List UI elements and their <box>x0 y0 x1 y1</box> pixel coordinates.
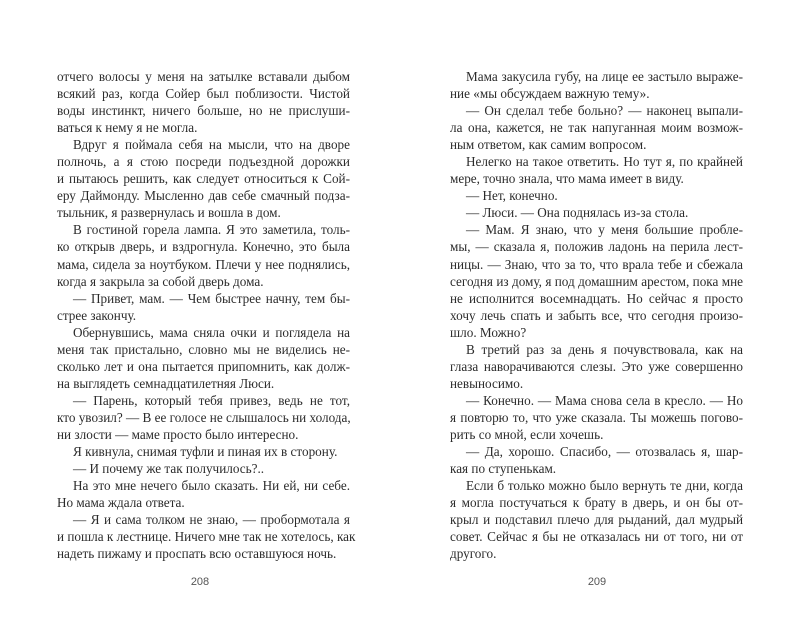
right-page <box>400 0 800 640</box>
text-line: Я кивнула, снимая туфли и пиная их в сторону. <box>73 444 338 460</box>
text-line: невыносимо. <box>450 375 524 391</box>
text-line: отчего волосы у меня на затылке вставали дыбом <box>57 69 350 84</box>
text-line: я повторю то, что уже сказала. Ты можешь погово- <box>450 409 743 425</box>
text-line: В третий раз за день я почувствовала, как на <box>466 341 743 357</box>
text-line: В гостиной горела лампа. Я это заметила, толь- <box>73 222 350 238</box>
text-line: шло. Можно? <box>450 324 527 340</box>
text-line: ным ответом, как самим вопросом. <box>450 137 647 153</box>
text-line: надеть пижаму и проспать всю оставшуюся ночь. <box>57 546 337 562</box>
text-line: — Парень, который тебя привез, ведь не тот, <box>73 392 350 408</box>
text-line: всякий раз, когда Сойер был поблизости. Чистой <box>57 86 350 102</box>
text-line: ницы. — Знаю, что за то, что врала тебе и сбежала <box>450 256 743 272</box>
text-line: Но мама ждала ответа. <box>57 495 185 511</box>
text-line: — Нет, конечно. <box>466 188 558 204</box>
text-line: мы, — сказала я, положив ладонь на перила лест- <box>450 239 743 255</box>
text-line: На это мне нечего было сказать. Ни ей, ни себе. <box>73 478 350 494</box>
left-page-number: 208 <box>190 576 210 588</box>
text-line: крыл и подставил плечо для рыданий, дал мудрый <box>450 512 743 528</box>
text-line: — Я и сама толком не знаю, — пробормотала я <box>73 512 350 528</box>
text-line: — Он сделал тебе больно? — наконец выпали- <box>466 103 743 119</box>
text-line: меня так пристально, словно мы не виделись не- <box>57 341 350 357</box>
text-line: Обернувшись, мама сняла очки и поглядела на <box>73 324 350 340</box>
text-line: — Мам. Я знаю, что у меня большие пробле- <box>466 222 743 238</box>
text-line: совет. Сейчас я бы не отказалась ни от того, ни от <box>450 529 743 545</box>
text-line: — И почему же так получилось?.. <box>73 461 265 477</box>
text-line: тыльник, я развернулась и вошла в дом. <box>57 205 281 221</box>
text-line: глаза наворачиваются слезы. Это уже совершенно <box>450 358 743 374</box>
text-line: и пытаюсь решить, как следует относиться к Сой- <box>57 171 350 187</box>
text-line: ваться к нему я не могла. <box>57 120 198 136</box>
text-line: ни злости — маме просто было интересно. <box>57 426 299 442</box>
text-line: — Конечно. — Мама снова села в кресло. — Но <box>466 392 743 408</box>
text-line: ко открыв дверь, и вздрогнула. Конечно, это была <box>57 239 350 255</box>
text-line: полночь, а я стою посреди подъездной дорожки <box>57 154 350 170</box>
text-line: мере, точно знала, что мама имеет в виду. <box>450 171 684 187</box>
right-page-text <box>450 68 743 562</box>
right-page-number: 209 <box>587 576 607 588</box>
text-line: Нелегко на такое ответить. Но тут я, по крайней <box>466 154 743 170</box>
text-line: рить со мной, если хочешь. <box>450 426 604 442</box>
text-line: кто увозил? — В ее голосе не слышалось ни холода, <box>57 409 351 425</box>
text-line: ние «мы обсуждаем важную тему». <box>450 86 650 102</box>
text-line: Мама закусила губу, на лице ее застыло выраже- <box>466 69 743 84</box>
text-line: стрее закончу. <box>57 307 137 323</box>
text-line: еру Даймонду. Мысленно дав себе смачный подза- <box>57 188 350 204</box>
text-line: сегодня из дому, я под домашним арестом, пока мне <box>450 273 743 289</box>
text-line: сколько лет и она пытается припомнить, как долж- <box>57 358 350 374</box>
text-line: когда я закрыла за собой дверь дома. <box>57 273 264 289</box>
text-line: я могла постучаться к брату в дверь, и он бы от- <box>450 495 743 511</box>
text-line: — Люси. — Она поднялась из-за стола. <box>466 205 689 221</box>
text-line: — Да, хорошо. Спасибо, — отозвалась я, шар- <box>466 444 743 460</box>
text-line: кая по ступенькам. <box>450 461 557 477</box>
text-line: воды инстинкт, ничего больше, но не прислуши- <box>57 103 350 119</box>
text-line: Вдруг я поймала себя на мысли, что на дворе <box>73 137 350 153</box>
text-line: — Привет, мам. — Чем быстрее начну, тем бы- <box>73 290 350 306</box>
text-line: хочу лечь спать и забыть все, что сегодня произо- <box>450 307 743 323</box>
text-line: не исполнится восемнадцать. Но сейчас я просто <box>450 290 743 306</box>
text-line: Если б только можно было вернуть те дни, когда <box>466 478 743 494</box>
text-line: ла она, кажется, не так напуганная моим возмож- <box>450 120 743 136</box>
text-line: и пошла к лестнице. Ничего мне так не хотелось, как <box>57 529 356 545</box>
left-page-text <box>57 68 356 562</box>
text-line: мама, сидела за ноутбуком. Плечи у нее поднялись, <box>57 256 350 272</box>
text-line: другого. <box>450 546 497 562</box>
text-line: на выглядеть семнадцатилетняя Люси. <box>57 375 275 391</box>
